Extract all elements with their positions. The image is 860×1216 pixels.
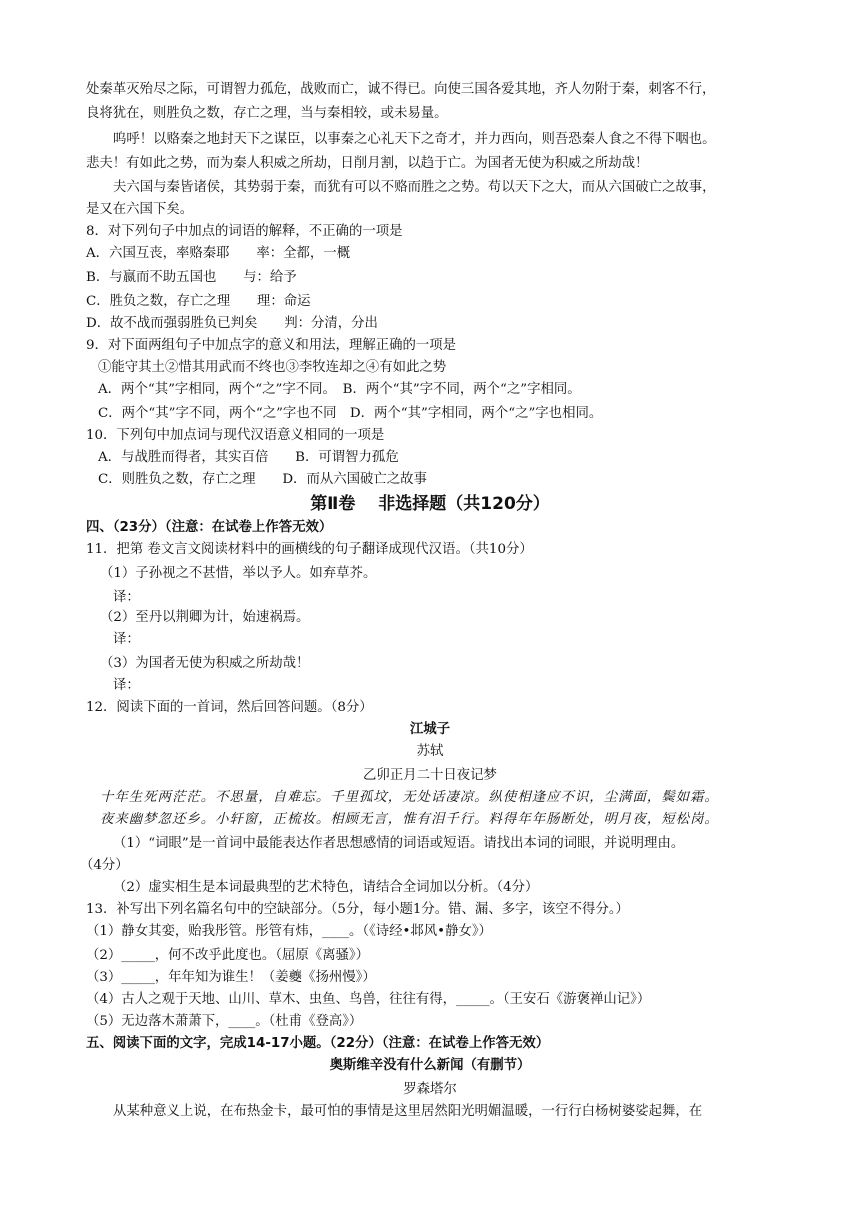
question-9-items: ①能守其土②惜其用武而不终也③李牧连却之④有如此之势 xyxy=(98,360,447,375)
question-13-line-3: （3）_____，年年知为谁生！（姜夔《扬州慢》） xyxy=(86,970,376,985)
passage-line: 悲夫！有如此之势，而为秦人积威之所劫，日削月割，以趋于亡。为国者无使为积威之所劫哉！ xyxy=(86,156,649,171)
translation-label: 译： xyxy=(113,632,140,647)
question-13-stem: 13．补写出下列名篇名句中的空缺部分。（5分，每小题1分。错、漏、多字，该空不得分。） xyxy=(86,902,629,917)
article-first-line: 从某种意义上说，在布热金卡，最可怕的事情是这里居然阳光明媚温暖，一行行白杨树婆娑起舞，在 xyxy=(113,1104,703,1119)
poem-title: 江城子 xyxy=(409,722,451,737)
poem-author: 苏轼 xyxy=(416,744,444,759)
question-8-option-c: C．胜负之数，存亡之理 理：命运 xyxy=(86,294,311,309)
passage-line: 处秦革灭殆尽之际，可谓智力孤危，战败而亡，诚不得已。向使三国各爱其地，齐人勿附于秦，刺客不行， xyxy=(86,82,716,97)
question-13-line-1: （1）静女其娈，贻我彤管。彤管有炜，____。（《诗经•邶风•静女》） xyxy=(86,924,492,939)
question-12-stem: 12．阅读下面的一首词，然后回答问题。（8分） xyxy=(86,700,373,715)
question-11-sentence-1: （1）子孙视之不甚惜，举以予人。如弃草芥。 xyxy=(100,566,377,581)
translation-label: 译： xyxy=(113,678,140,693)
poem-line: 夜来幽梦忽还乡。小轩窗，正梳妆。相顾无言，惟有泪千行。料得年年肠断处，明月夜，短松岗。 xyxy=(100,812,719,827)
question-13-line-2: （2）_____，何不改乎此度也。（屈原《离骚》） xyxy=(86,948,370,963)
question-12-sub-1: （1）“词眼”是一首词中最能表达作者思想感情的词语或短语。请找出本词的词眼，并说明理由。 xyxy=(113,836,685,851)
question-13-line-4: （4）古人之观于天地、山川、草木、虫鱼、鸟兽，往往有得，_____。（王安石《游褒禅山记》） xyxy=(86,992,651,1007)
question-11-sentence-3: （3）为国者无使为积威之所劫哉！ xyxy=(100,656,310,671)
question-11-sentence-2: （2）至丹以荆卿为计，始速祸焉。 xyxy=(100,610,310,625)
question-8-option-b: B．与嬴而不助五国也 与：给予 xyxy=(86,270,297,285)
passage-line: 夫六国与秦皆诸侯，其势弱于秦，而犹有可以不赂而胜之之势。苟以天下之大，而从六国破亡之故事， xyxy=(113,180,716,195)
poem-line: 十年生死两茫茫。不思量，自难忘。千里孤坟，无处话凄凉。纵使相逢应不识，尘满面，鬓如霜。 xyxy=(100,790,719,805)
translation-label: 译： xyxy=(113,590,140,605)
question-12-sub-2: （2）虚实相生是本词最典型的艺术特色，请结合全词加以分析。（4分） xyxy=(113,880,539,895)
part-5-header: 五、阅读下面的文字，完成14-17小题。（22分）（注意：在试卷上作答无效） xyxy=(86,1036,550,1051)
question-9-stem: 9．对下面两组句子中加点字的意义和用法，理解正确的一项是 xyxy=(86,338,457,353)
question-12-sub-1-score: （4分） xyxy=(80,858,129,873)
question-9-options-row2: C．两个“其”字不同，两个“之”字也不同 D．两个“其”字相同，两个“之”字也相同。 xyxy=(98,406,603,421)
passage-line: 呜呼！以赂秦之地封天下之谋臣，以事秦之心礼天下之奇才，并力西向，则吾恐秦人食之不得下咽也。 xyxy=(113,132,716,147)
question-9-options-row1: A．两个“其”字相同，两个“之”字不同。 B．两个“其”字不同，两个“之”字相同。 xyxy=(98,382,581,397)
question-8-option-d: D．故不战而强弱胜负已判矣 判：分清，分出 xyxy=(86,316,378,331)
article-author: 罗森塔尔 xyxy=(403,1082,457,1097)
question-10-options-row2: C．则胜负之数，存亡之理 D．而从六国破亡之故事 xyxy=(98,472,427,487)
question-8-option-a: A．六国互丧，率赂秦耶 率：全都，一概 xyxy=(86,246,351,261)
question-13-line-5: （5）无边落木萧萧下，____。（杜甫《登高》） xyxy=(86,1014,363,1029)
passage-line: 良将犹在，则胜负之数，存亡之理，当与秦相较，或未易量。 xyxy=(86,106,448,121)
poem-subtitle: 乙卯正月二十日夜记梦 xyxy=(363,768,497,783)
passage-line: 是又在六国下矣。 xyxy=(86,202,194,217)
question-11-stem: 11．把第 卷文言文阅读材料中的画横线的句子翻译成现代汉语。（共10分） xyxy=(86,542,533,557)
part-4-header: 四、（23分）（注意：在试卷上作答无效） xyxy=(86,520,333,535)
question-8-stem: 8．对下列句子中加点的词语的解释，不正确的一项是 xyxy=(86,224,403,239)
article-title: 奥斯维辛没有什么新闻（有删节） xyxy=(329,1058,531,1073)
section-2-title: 第Ⅱ卷 非选择题（共120分） xyxy=(310,494,550,514)
question-10-options-row1: A．与战胜而得者，其实百倍 B．可谓智力孤危 xyxy=(98,450,399,465)
question-10-stem: 10．下列句中加点词与现代汉语意义相同的一项是 xyxy=(86,428,385,443)
